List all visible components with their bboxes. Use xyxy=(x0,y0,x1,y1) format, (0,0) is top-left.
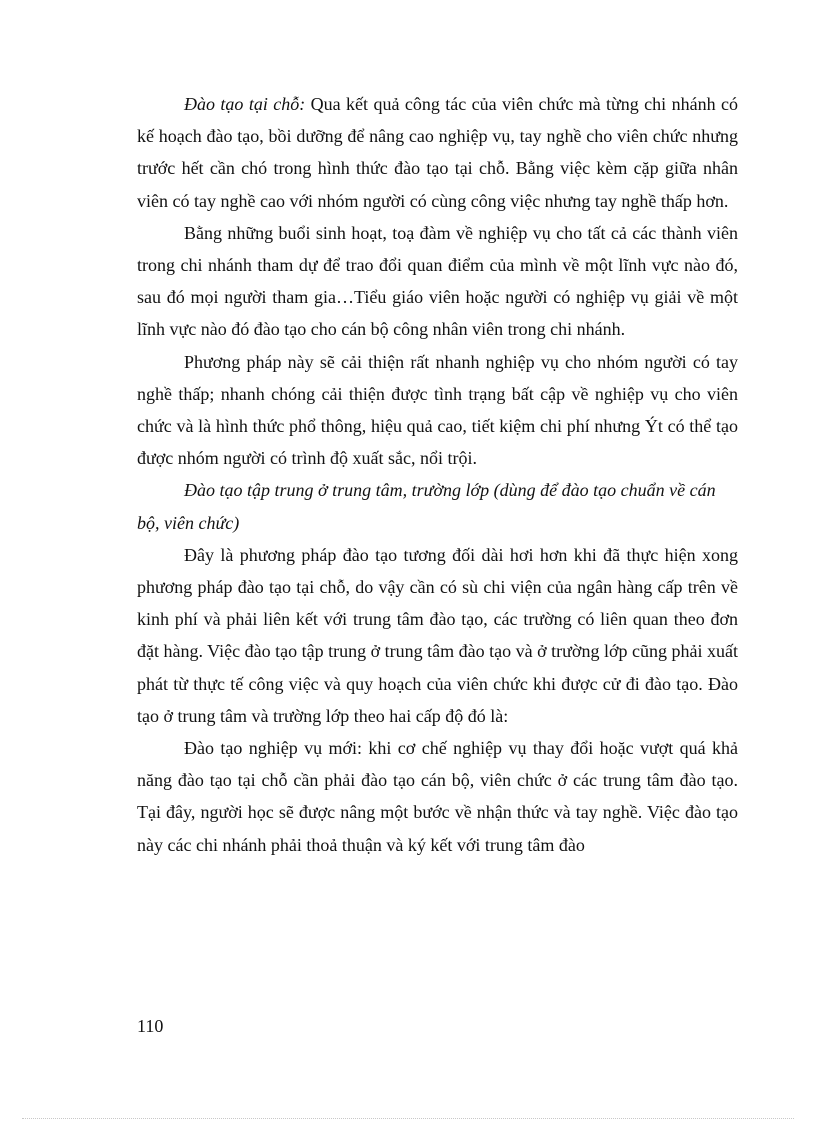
page-number: 110 xyxy=(137,1016,164,1036)
page-bottom-divider xyxy=(22,1118,794,1119)
on-site-training-lead: Đào tạo tại chỗ: xyxy=(184,94,306,114)
paragraph-text: Qua kết quả công tác của viên chức mà từng chi nhánh có kế hoạch đào tạo, bồi dưỡng để nâng cao nghiệp vụ, tay nghề cho viên chức nhưng trước hết cần chó trong hình thức đào tạo tại chỗ. Bằng việc kèm cặp giữa nhân viên có tay nghề cao với nhóm người có cùng công việc nhưng tay nghề thấp hơn. xyxy=(137,94,738,211)
paragraph-centralized-training: Đây là phương pháp đào tạo tương đối dài hơi hơn khi đã thực hiện xong phương pháp đào tạo tại chỗ, do vậy cần có sù chi viện của ngân hàng cấp trên về kinh phí và phải liên kết với trung tâm đào tạo, các trường có liên quan theo đơn đặt hàng. Việc đào tạo tập trung ở trung tâm đào tạo và ở trường lớp cũng phải xuất phát từ thực tế công việc và quy hoạch của viên chức khi được cử đi đào tạo. Đào tạo ở trung tâm và trường lớp theo hai cấp độ đó là: xyxy=(137,544,738,726)
document-page xyxy=(137,88,738,861)
paragraph-on-site-training xyxy=(137,88,738,217)
section-heading-centralized-training: Đào tạo tập trung ở trung tâm, trường lớp (dùng để đào tạo chuẩn về cán bộ, viên chức) xyxy=(137,480,716,533)
paragraph-method-benefits: Phương pháp này sẽ cải thiện rất nhanh nghiệp vụ cho nhóm người có tay nghề thấp; nhanh chóng cải thiện được tình trạng bất cập về nghiệp vụ cho viên chức và là hình thức phổ thông, hiệu quả cao, tiết kiệm chi phí nhưng Ýt có thể tạo được nhóm người có trình độ xuất sắc, nổi trội. xyxy=(137,351,738,469)
paragraph-seminars: Bằng những buổi sinh hoạt, toạ đàm về nghiệp vụ cho tất cả các thành viên trong chi nhánh tham dự để trao đổi quan điểm của mình về một lĩnh vực nào đó, sau đó mọi người tham gia…Tiểu giáo viên hoặc người có nghiệp vụ giải về một lĩnh vực nào đó đào tạo cho cán bộ công nhân viên trong chi nhánh. xyxy=(137,222,738,340)
paragraph-new-skills-training: Đào tạo nghiệp vụ mới: khi cơ chế nghiệp vụ thay đổi hoặc vượt quá khả năng đào tạo tại chỗ cần phải đào tạo cán bộ, viên chức ở các trung tâm đào tạo. Tại đây, người học sẽ được nâng một bước về nhận thức và tay nghề. Việc đào tạo này các chi nhánh phải thoả thuận và ký kết với trung tâm đào xyxy=(137,738,738,855)
